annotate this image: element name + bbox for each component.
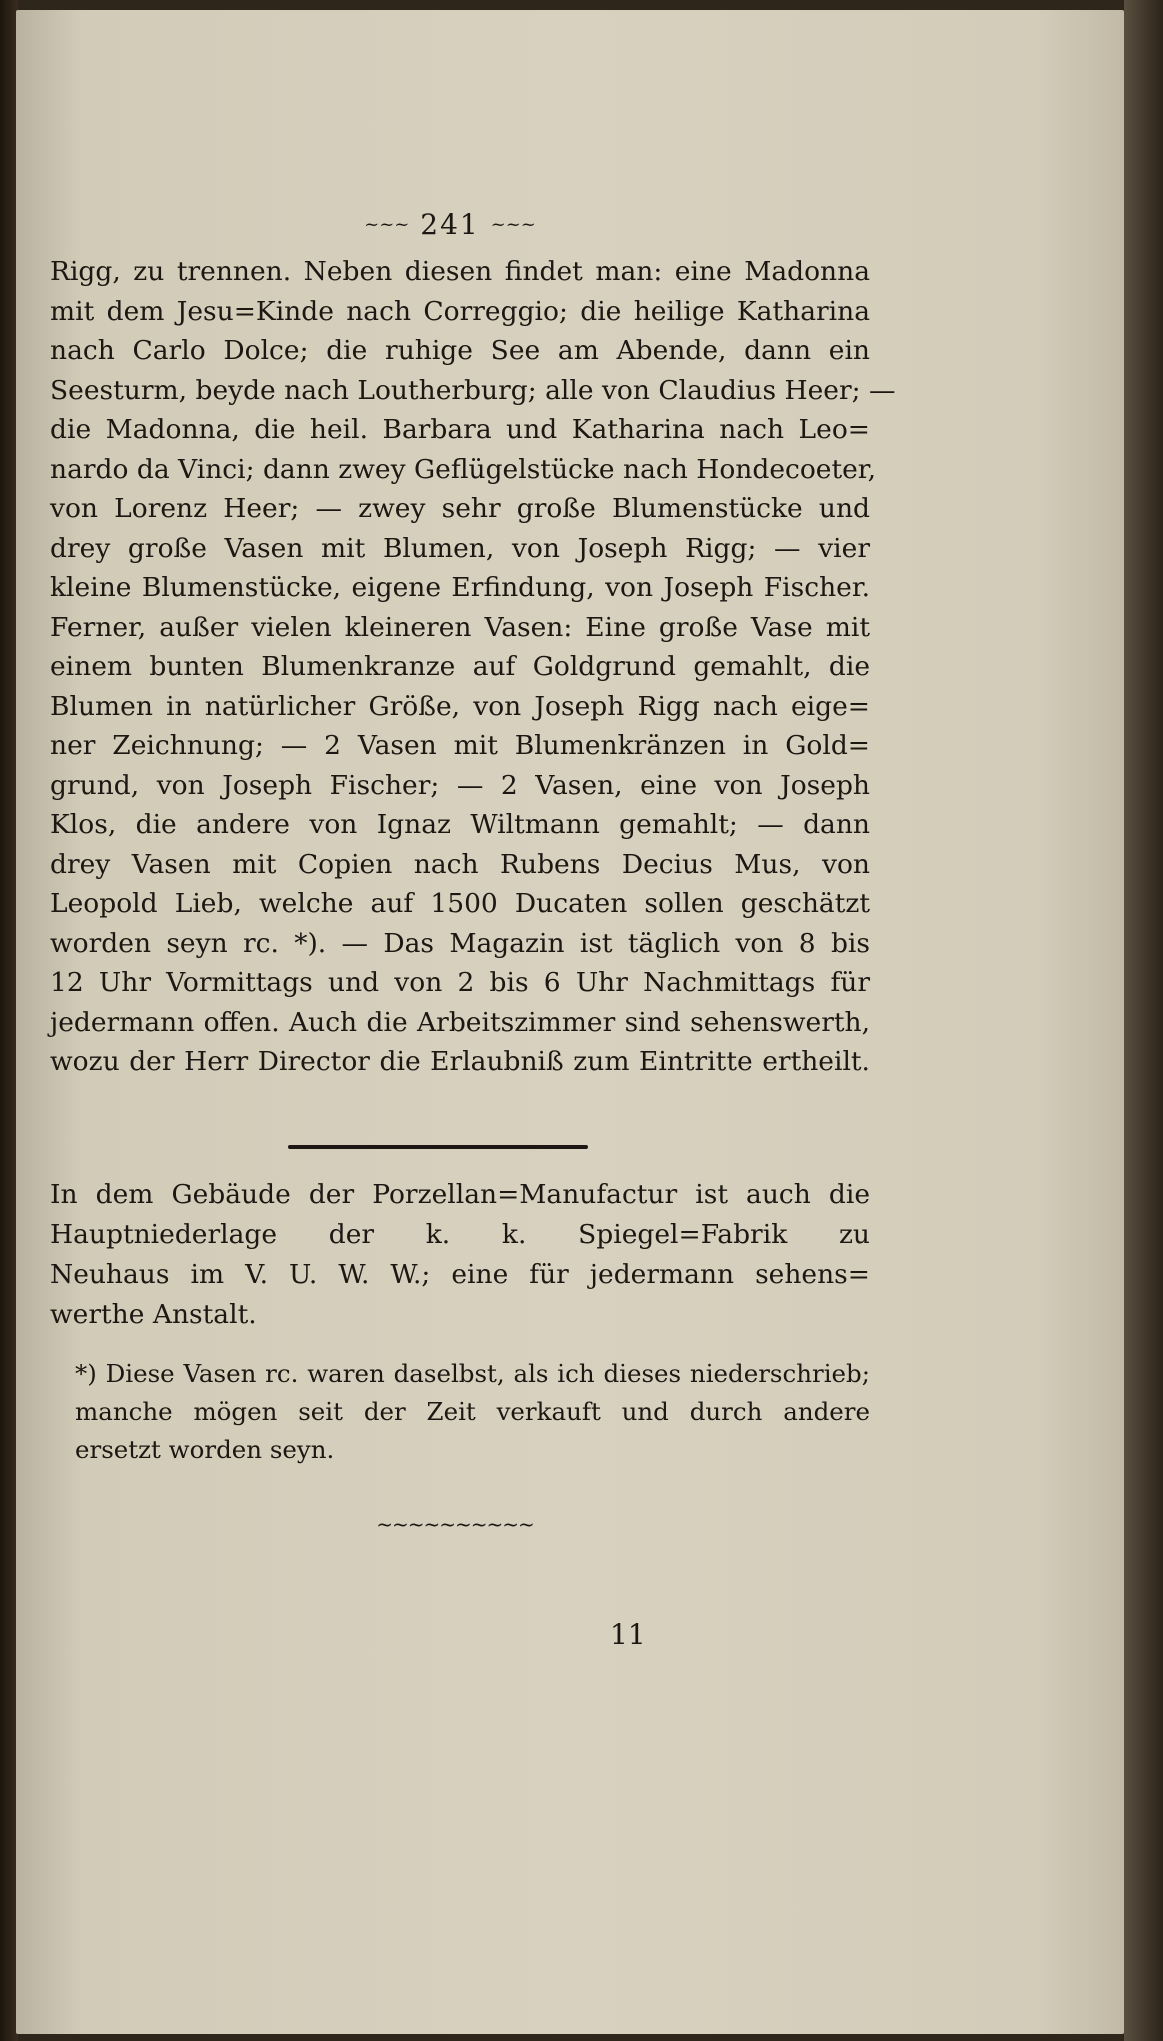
body-line: die Madonna, die heil. Barbara und Katharina nach Leo= bbox=[50, 414, 870, 445]
footnote-line: manche mögen seit der Zeit verkauft und durch andere bbox=[75, 1397, 870, 1426]
printer-signature-mark: 11 bbox=[610, 1618, 646, 1651]
notice-paragraph bbox=[50, 1175, 870, 1335]
footnote-line: ersetzt worden seyn. bbox=[75, 1435, 335, 1464]
body-line: wozu der Herr Director die Erlaubniß zum Eintritte ertheilt. bbox=[50, 1046, 870, 1077]
body-text bbox=[50, 252, 896, 1082]
body-line: Blumen in natürlicher Größe, von Joseph Rigg nach eige= bbox=[50, 690, 870, 722]
body-line: jedermann offen. Auch die Arbeitszimmer sind sehenswerth, bbox=[50, 1006, 870, 1038]
body-line: einem bunten Blumenkranze auf Goldgrund gemahlt, die bbox=[50, 651, 870, 682]
body-line: worden seyn rc. *). — Das Magazin ist täglich von 8 bis bbox=[50, 927, 870, 959]
notice-line: In dem Gebäude der Porzellan=Manufactur ist auch die bbox=[50, 1179, 870, 1210]
body-line: ner Zeichnung; — 2 Vasen mit Blumenkränzen in Gold= bbox=[50, 730, 870, 761]
body-line: drey Vasen mit Copien nach Rubens Decius Mus, von bbox=[50, 848, 870, 880]
body-line: Klos, die andere von Ignaz Wiltmann gemahlt; — dann bbox=[50, 809, 870, 840]
header-ornament-left: ~~~ bbox=[364, 214, 410, 235]
body-line: mit dem Jesu=Kinde nach Correggio; die heilige Katharina bbox=[50, 295, 870, 327]
body-line: drey große Vasen mit Blumen, von Joseph Rigg; — vier bbox=[50, 532, 870, 564]
footnote bbox=[75, 1355, 870, 1469]
page-number: 241 bbox=[420, 208, 480, 241]
body-line: Ferner, außer vielen kleineren Vasen: Eine große Vase mit bbox=[50, 611, 870, 643]
body-line: Rigg, zu trennen. Neben diesen findet man: eine Madonna bbox=[50, 256, 870, 287]
body-line: Leopold Lieb, welche auf 1500 Ducaten sollen geschätzt bbox=[50, 888, 870, 919]
notice-line: Hauptniederlage der k. k. Spiegel=Fabrik zu bbox=[50, 1219, 870, 1250]
end-ornament: ~~~~~~~~~~ bbox=[376, 1512, 534, 1536]
footnote-line: *) Diese Vasen rc. waren daselbst, als ich dieses niederschrieb; bbox=[75, 1359, 870, 1388]
header-ornament-right: ~~~ bbox=[490, 214, 536, 235]
body-line: von Lorenz Heer; — zwey sehr große Blumenstücke und bbox=[50, 493, 870, 524]
page-header bbox=[320, 208, 580, 241]
body-line: grund, von Joseph Fischer; — 2 Vasen, eine von Joseph bbox=[50, 769, 870, 801]
body-line: nardo da Vinci; dann zwey Geflügelstücke nach Hondecoeter, bbox=[50, 453, 876, 485]
body-line: 12 Uhr Vormittags und von 2 bis 6 Uhr Nachmittags für bbox=[50, 967, 870, 998]
notice-line: werthe Anstalt. bbox=[50, 1299, 257, 1330]
body-line: nach Carlo Dolce; die ruhige See am Abende, dann ein bbox=[50, 335, 870, 366]
notice-line: Neuhaus im V. U. W. W.; eine für jedermann sehens= bbox=[50, 1259, 870, 1290]
page-edge-right bbox=[1124, 0, 1163, 2041]
body-line: Seesturm, beyde nach Loutherburg; alle von Claudius Heer; — bbox=[50, 374, 896, 406]
section-divider-rule bbox=[288, 1145, 588, 1149]
body-line: kleine Blumenstücke, eigene Erfindung, von Joseph Fischer. bbox=[50, 572, 870, 603]
